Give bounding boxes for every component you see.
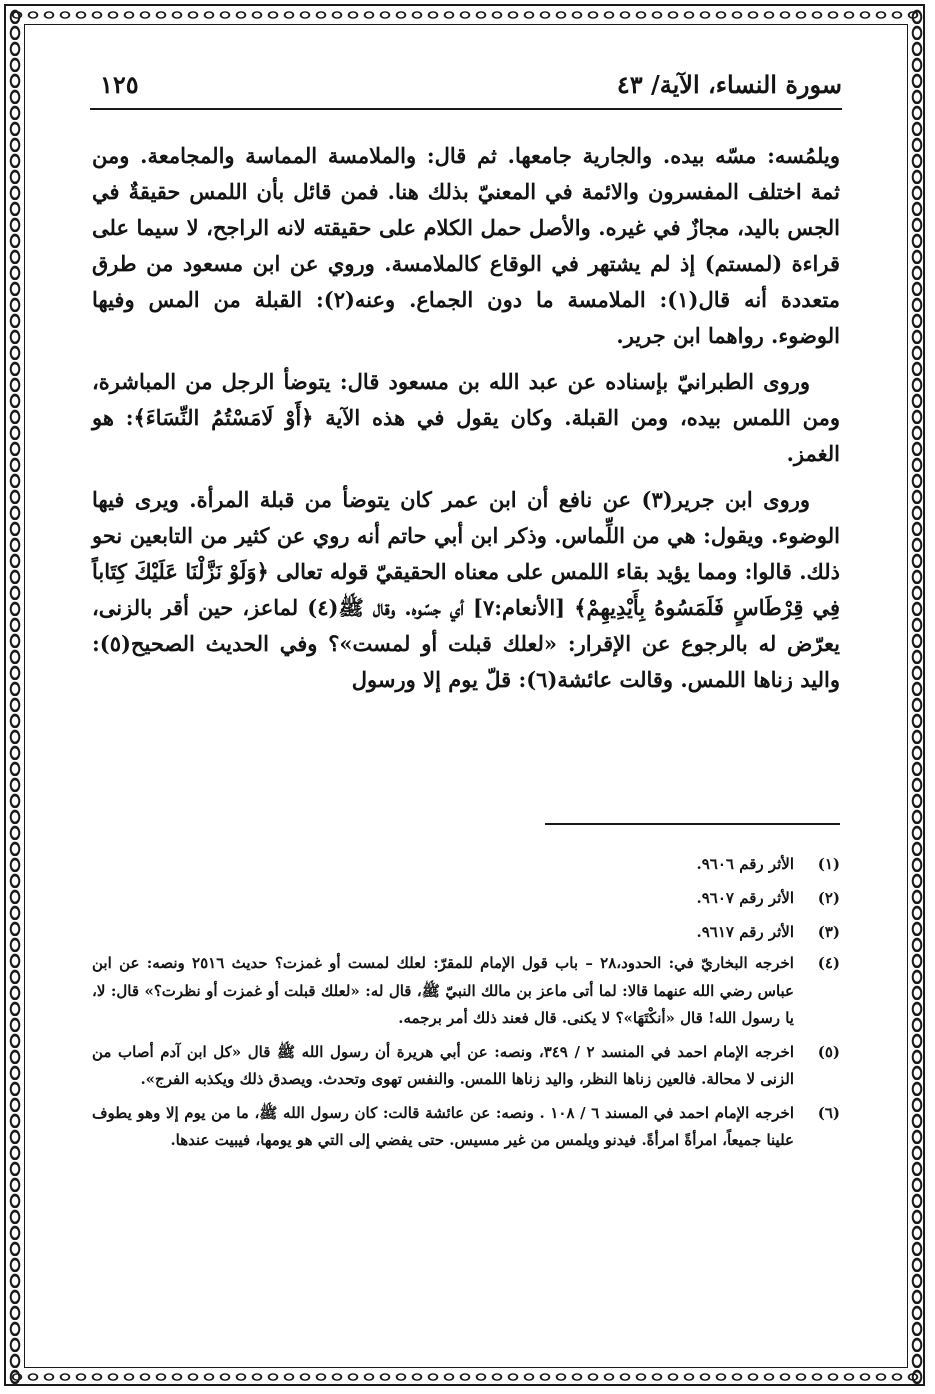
ornamental-border-bottom: [8, 1370, 925, 1384]
footnote-text: الأثر رقم ٩٦٠٦.: [696, 855, 794, 874]
running-header: [90, 66, 842, 106]
footnote-text: اخرجه البخاريّ في: الحدود،٢٨ – باب قول الإمام للمقرّ: لعلك لمست أو غمزت؟ حديث ٢٥١٦ ونصه: عن ابن عباس رضي الله عنهما قالا: لما أتى ماعز بن مالك النبيّ ﷺ، قال له: «لعلك قبلت أو غمزت أو نظرت؟» قال: لا، يا رسول الله! قال «أنكْتَهَا»؟ لا يكنى. قال فعند ذلك أمر برجمه.: [92, 954, 794, 1027]
footnote-number: (٥): [817, 1042, 840, 1061]
quran-quote-2: ﴿وَلَوْ نَزَّلْنَا عَلَيْكَ كِتَاباً فِي قِرْطَاسٍ فَلَمَسُوهُ بِأَيْدِيهِمْ﴾: [92, 559, 841, 620]
footnote: [92, 848, 840, 882]
footnote-number: (٦): [817, 1103, 840, 1122]
footnote-number: (٢): [817, 889, 840, 908]
paragraph-3: [92, 482, 840, 698]
footnote-text: الأثر رقم ٩٦١٧.: [696, 923, 794, 942]
paragraph-2-tail: : هو الغمز.: [92, 405, 840, 466]
paragraph-2-lead: وروى الطبرانيّ بإسناده عن عبد الله بن مسعود قال: يتوضأ الرجل من المباشرة، ومن اللمس بيده، ومن القبلة. وكان يقول في هذه الآية: [92, 369, 840, 430]
paragraph-3-tail: [الأنعام:٧] أي جسّوه. وقال ﷺ(٤) لماعز، حين أقر بالزنى، يعرّض له بالرجوع عن الإقرار: «لعلك قبلت أو لمست»؟ وفي الحديث الصحيح(٥): واليد زناها اللمس. وقالت عائشة(٦): قلّ يوم إلا ورسول: [92, 595, 840, 692]
footnote: [92, 916, 840, 950]
footnote-text: اخرجه الإمام احمد في المسند ٦ / ١٠٨ . ونصه: عن عائشة قالت: كان رسول الله ﷺ، ما من يوم إلا وهو يطوف علينا جميعاً، امرأةً امرأةً. فيدنو ويلمس من غير مسيس. حتى يفضي إلى التي هو يومها، فيبيت عندها.: [92, 1103, 794, 1149]
footnote: [92, 1100, 840, 1155]
ornamental-border-top: [8, 8, 925, 22]
footnote: [92, 950, 840, 1033]
paragraph-2: [92, 364, 840, 472]
footnotes: [92, 848, 840, 1155]
footnote-number: (٤): [817, 954, 840, 972]
footnote-number: (٣): [817, 923, 840, 942]
main-text: [92, 138, 840, 708]
ornamental-border-left: [8, 8, 22, 1384]
footnote: [92, 882, 840, 916]
ornamental-border-right: [910, 8, 924, 1384]
footnote: [92, 1039, 840, 1094]
paragraph-1: ويلمُسه: مسّه بيده. والجارية جامعها. ثم قال: والملامسة المماسة والمجامعة. ومن ثمة اختلف المفسرون والائمة في المعنيّ بذلك هنا. فمن قائل بأن اللمس حقيقةٌ في الجس باليد، مجازٌ في غيره. والأصل حمل الكلام على حقيقته لانه الراجح، لا سيما على قراءة (لمستم) إذ لم يشتهر في الوقاع كالملامسة. وروي عن ابن مسعود من طرق متعددة أنه قال(١): الملامسة ما دون الجماع. وعنه(٢): القبلة من المس وفيها الوضوء. رواهما ابن جرير.: [92, 143, 840, 348]
quran-quote-1: ﴿أَوْ لَامَسْتُمُ النِّسَاءَ﴾: [133, 405, 314, 430]
footnote-number: (١): [817, 855, 840, 874]
footnote-text: الأثر رقم ٩٦٠٧.: [696, 889, 794, 908]
header-rule: [90, 108, 842, 110]
paragraph-3-lead: وروى ابن جرير(٣) عن نافع أن ابن عمر كان يتوضأ من قبلة المرأة. ويرى فيها الوضوء. ويقول: هي من اللِّماس. وذكر ابن أبي حاتم أنه روي عن كثير من التابعين نحو ذلك. قالوا: ومما يؤيد بقاء اللمس على معناه الحقيقيّ قوله تعالى: [92, 487, 840, 584]
footnote-separator: [545, 823, 840, 825]
footnote-text: اخرجه الإمام احمد في المنسد ٢ / ٣٤٩، ونصه: عن أبي هريرة أن رسول الله ﷺ قال «كل ابن آدم أصاب من الزنى لا محالة. فالعين زناها النظر، واليد زناها اللمس. والنفس تهوى وتحدث. ويصدق ذلك ويكذبه الفرج».: [92, 1042, 794, 1088]
header-title: سورة النساء، الآية/ ٤٣: [616, 70, 842, 99]
page-number: ١٢٥: [100, 70, 139, 99]
